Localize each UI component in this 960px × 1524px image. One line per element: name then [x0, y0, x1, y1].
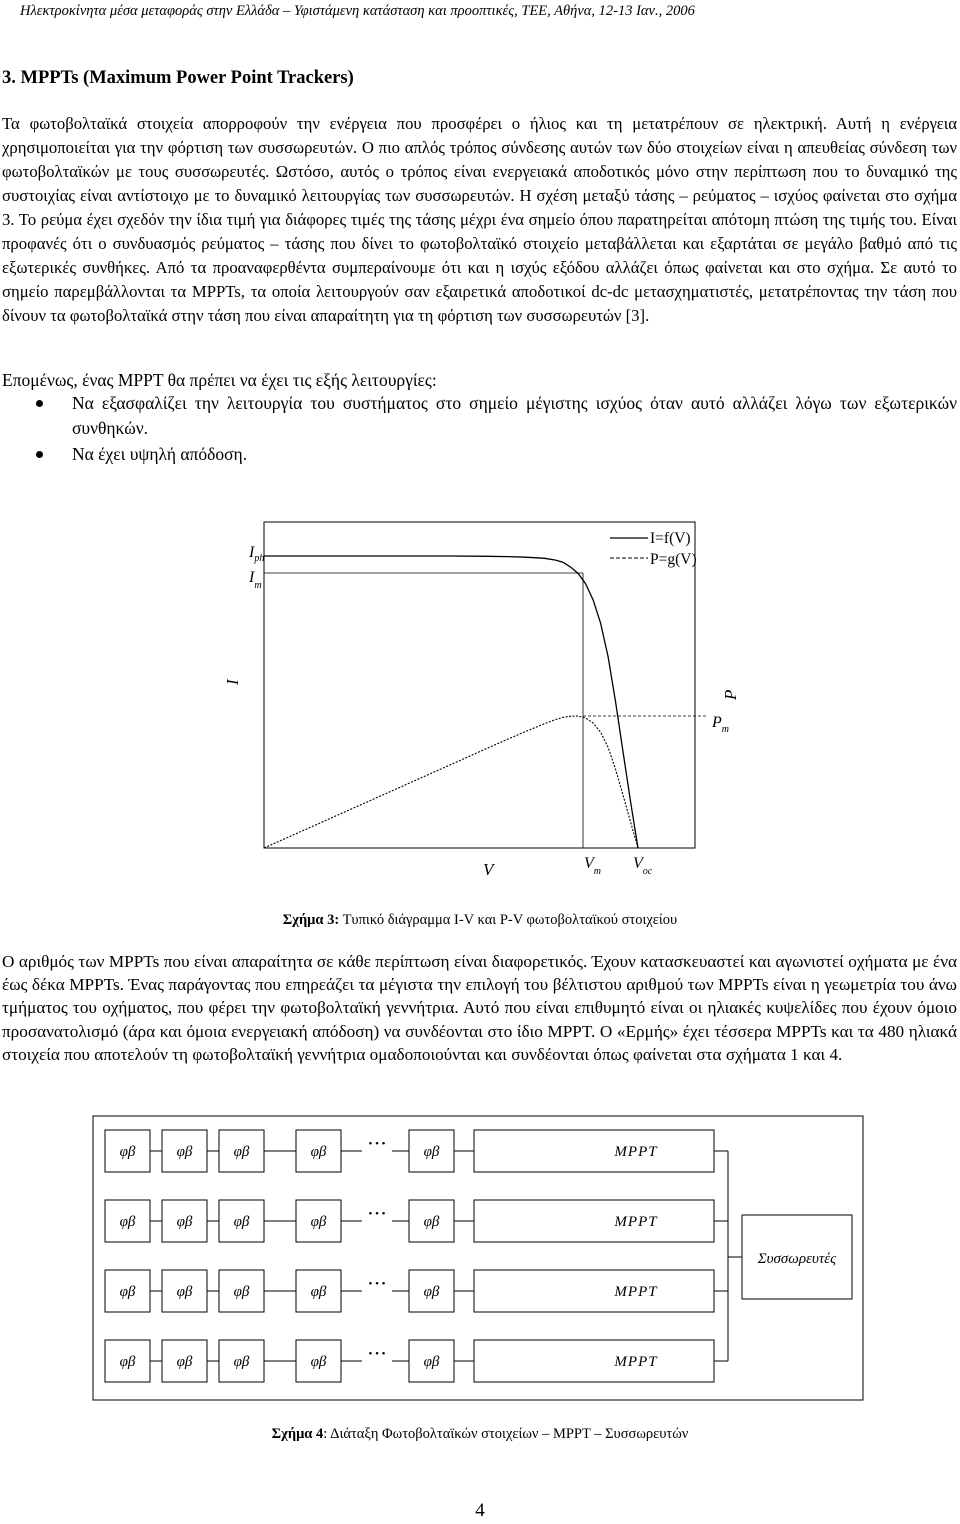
bullet-icon — [36, 451, 43, 458]
pv-cell-box — [296, 1200, 341, 1242]
pv-cell-label: φβ — [233, 1284, 250, 1300]
pv-cell-label: φβ — [176, 1354, 193, 1370]
mppt-label: MPPT — [614, 1144, 658, 1160]
iv-curve-line — [264, 556, 638, 848]
pv-cell-box — [296, 1130, 341, 1172]
pv-cell-label: φβ — [119, 1214, 136, 1230]
mppt-box — [474, 1340, 714, 1382]
pv-cell-box — [219, 1200, 264, 1242]
mppt-label: MPPT — [614, 1214, 658, 1230]
pv-cell-box — [162, 1200, 207, 1242]
pv-cell-label: φβ — [310, 1144, 327, 1160]
pv-cell-label: φβ — [119, 1284, 136, 1300]
pv-cell-box — [162, 1270, 207, 1312]
array-frame — [93, 1116, 863, 1400]
axis-v-label: V — [483, 860, 494, 879]
paragraph-mppt-intro: Τα φωτοβολταϊκά στοιχεία απορροφούν την ενέργεια που προσφέρει ο ήλιος και τη μετατρέπουν σε ηλεκτρική. Αυτή η ενέργεια χρησιμοποιείται για την φόρτιση των συσσωρευτών. Ο πιο απλός τρόπος σύνδεσης αυτών των δύο στοιχείων είναι η απευθείας σύνδεση των φωτοβολταϊκών με τους συσσωρευτές. Ωστόσο, αυτός ο τρόπος είναι ενεργειακά αποδοτικός μόνο στην περίπτωση που το δυναμικό της συστοιχίας είναι αντίστοιχο με το δυναμικό λειτουργίας των συσσωρευτών. Η σχέση μεταξύ τάσης – ρεύματος – ισχύος φαίνεται στο σχήμα 3. Το ρεύμα έχει σχεδόν την ίδια τιμή για διάφορες τιμές της τάσης μέχρι ένα σημείο όπου παρατηρείται απότομη πτώση της τιμής του. Είναι προφανές ότι ο συνδυασμός ρεύματος – τάσης που δίνει το φωτοβολταϊκό στοιχείο μεταβάλλεται και εξαρτάται σε μεγάλο βαθμό από τις εξωτερικές συνθήκες. Από τα προαναφερθέντα συμπεραίνουμε ότι και η ισχύς εξόδου αλλάζει όπως φαίνεται και στο σχήμα. Σε αυτό το σημείο παρεμβάλλονται τα MPPTs, τα οποία λειτουργούν σαν εξαιρετικά αποδοτικοί dc-dc μετασχηματιστές, μετατρέποντας την τάση που δίνουν τα φωτοβολταϊκά στην τάση που είναι απαραίτητη για τη φόρτιση των συσσωρευτών [3]. — [2, 114, 957, 325]
pv-cell-label: φβ — [310, 1354, 327, 1370]
pv-cell-label: φβ — [176, 1284, 193, 1300]
pv-cell-label: φβ — [423, 1214, 440, 1230]
ellipsis-dots: • • • — [368, 1208, 386, 1220]
pv-cell-box — [162, 1130, 207, 1172]
battery-label: Συσσωρευτές — [757, 1251, 837, 1267]
list-item: Να εξασφαλίζει την λειτουργία του συστήματος στο σημείο μέγιστης ισχύος όταν αυτό αλλάζει λόγω των εξωτερικών συνθηκών. — [32, 391, 957, 441]
section-title: 3. MPPTs (Maximum Power Point Trackers) — [2, 68, 354, 88]
pv-cell-box — [219, 1130, 264, 1172]
mppt-box — [474, 1270, 714, 1312]
label-iph: $I_{ph}$ — [249, 544, 265, 564]
pv-curve-line — [264, 716, 638, 848]
ellipsis-dots: • • • — [368, 1138, 386, 1150]
page-number: 4 — [475, 1500, 485, 1521]
plot-frame — [264, 522, 695, 848]
label-im: $I_m$ — [249, 569, 262, 591]
list-item: Να έχει υψηλή απόδοση. — [32, 442, 957, 467]
running-header: Ηλεκτροκίνητα μέσα μεταφοράς στην Ελλάδα – Υφιστάμενη κατάσταση και προοπτικές, ΤΕΕ, Αθήνα, 12-13 Ιαν., 2006 — [20, 3, 695, 19]
mppt-box — [474, 1200, 714, 1242]
mppt-label: MPPT — [614, 1354, 658, 1370]
pv-cell-label: φβ — [119, 1354, 136, 1370]
pv-cell-box — [296, 1270, 341, 1312]
ellipsis-dots: • • • — [368, 1278, 386, 1290]
pv-cell-box — [409, 1130, 454, 1172]
pv-cell-label: φβ — [176, 1144, 193, 1160]
legend-pv-label: P=g(V) — [650, 551, 697, 568]
pv-cell-box — [219, 1270, 264, 1312]
pv-cell-label: φβ — [176, 1214, 193, 1230]
bullet-icon — [36, 400, 43, 407]
battery-box — [742, 1215, 852, 1299]
figure-4-caption: Σχήμα 4: Διάταξη Φωτοβολταϊκών στοιχείων – MPPT – Συσσωρευτών — [271, 1426, 689, 1442]
functions-list — [32, 391, 957, 468]
pv-cell-box — [219, 1340, 264, 1382]
functions-lead: Επομένως, ένας MPPT θα πρέπει να έχει τις εξής λειτουργίες: — [2, 370, 437, 390]
label-vm: $V_m$ — [584, 855, 602, 877]
mppt-label: MPPT — [614, 1284, 658, 1300]
label-pm: $P_m$ — [712, 714, 730, 735]
pv-cell-box — [162, 1340, 207, 1382]
pv-cell-label: φβ — [233, 1214, 250, 1230]
pv-cell-box — [409, 1200, 454, 1242]
pv-cell-label: φβ — [233, 1144, 250, 1160]
legend-iv-label: I=f(V) — [650, 530, 691, 547]
pv-cell-box — [105, 1340, 150, 1382]
pv-cell-box — [105, 1270, 150, 1312]
pv-cell-label: φβ — [423, 1144, 440, 1160]
pv-cell-label: φβ — [310, 1214, 327, 1230]
pv-cell-label: φβ — [119, 1144, 136, 1160]
pv-cell-label: φβ — [310, 1284, 327, 1300]
pv-cell-box — [105, 1130, 150, 1172]
figure-3-caption: Σχήμα 3: Τυπικό διάγραμμα I-V και P-V φωτοβολταϊκού στοιχείου — [282, 912, 678, 928]
pv-cell-box — [296, 1340, 341, 1382]
axis-i-label: I — [223, 679, 242, 685]
pv-cell-label: φβ — [233, 1354, 250, 1370]
pv-cell-box — [105, 1200, 150, 1242]
ellipsis-dots: • • • — [368, 1348, 386, 1360]
label-voc: $V_{oc}$ — [633, 855, 653, 877]
paragraph-mppt-count: Ο αριθμός των MPPTs που είναι απαραίτητα σε κάθε περίπτωση είναι διαφορετικός. Έχουν κατασκευαστεί και αγωνιστεί οχήματα με ένα έως δέκα MPPTs. Ένας παράγοντας που επηρεάζει τα μέγιστα την επιλογή του βέλτιστου αριθμού των MPPTs είναι η γεωμετρία του άνω τμήματος του οχήματος, που φέρει την φωτοβολταϊκή γεννήτρια. Αυτό που είναι επιθυμητό είναι οι ηλιακές κυψελίδες που έχουν όμοιο προσανατολισμό (άρα και όμοια ενεργειακή απόδοση) να συνδέονται στο ίδιο MPPT. Ο «Ερμής» έχει τέσσερα MPPTs και τα 480 ηλιακά στοιχεία που αποτελούν τη φωτοβολταϊκή γεννήτρια ομαδοποιούνται και συνδέονται όπως φαίνεται στα σχήματα 1 και 4. — [2, 952, 957, 1064]
axis-p-label: P — [721, 689, 740, 700]
pv-cell-label: φβ — [423, 1354, 440, 1370]
pv-cell-label: φβ — [423, 1284, 440, 1300]
pv-cell-box — [409, 1340, 454, 1382]
pv-cell-box — [409, 1270, 454, 1312]
mppt-box — [474, 1130, 714, 1172]
